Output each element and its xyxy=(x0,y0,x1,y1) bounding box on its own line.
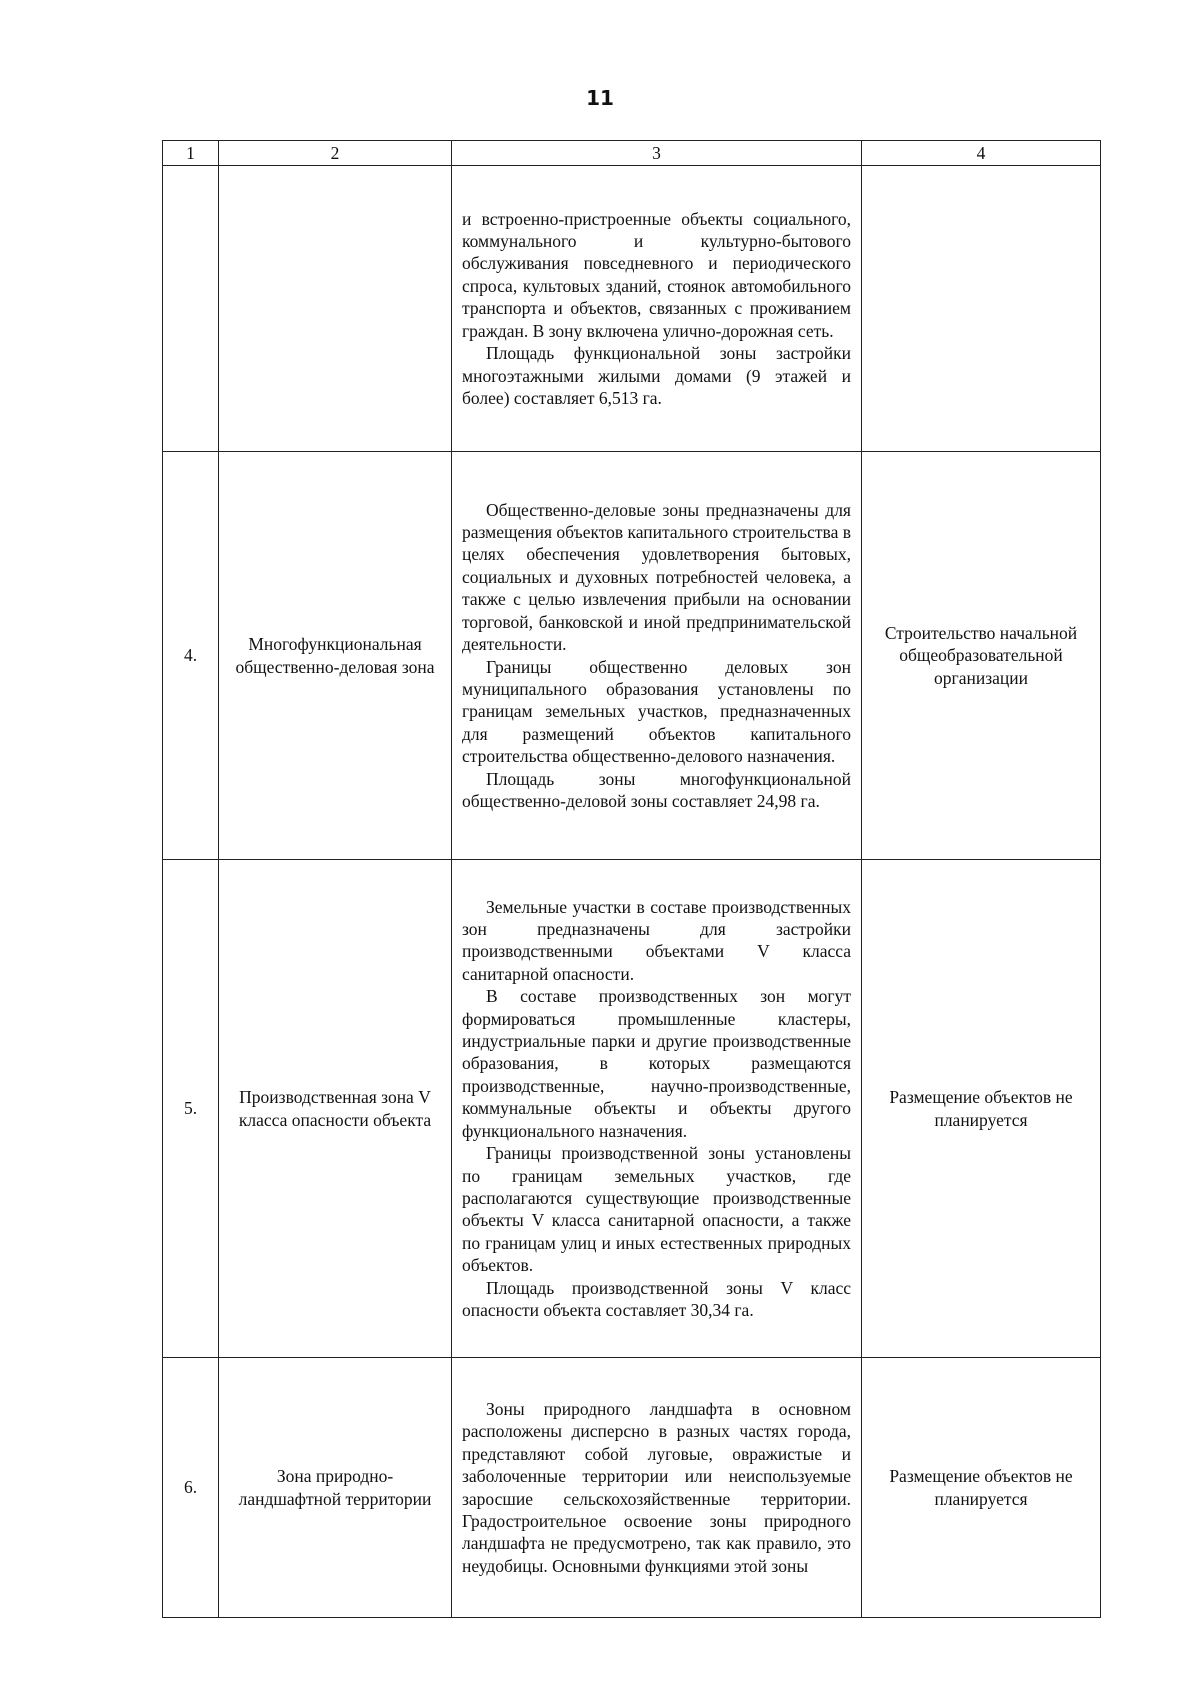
table-row xyxy=(163,1358,1101,1618)
description-paragraph: Границы производственной зоны установлены по границам земельных участков, где располагаются существующие производственные объекты V класса санитарной опасности, а также по границам улиц и иных естественных природных объектов. xyxy=(462,1143,851,1276)
zone-description xyxy=(452,452,862,860)
planned-measures xyxy=(862,166,1101,452)
column-header: 3 xyxy=(452,141,862,166)
table-header-row xyxy=(163,141,1101,166)
description-paragraph: и встроенно-пристроенные объекты социального, коммунального и культурно-бытового обслуживания повседневного и периодического спроса, культовых зданий, стоянок автомобильного транспорта и объектов, связанных с проживанием граждан. В зону включена улично-дорожная сеть. xyxy=(462,208,851,341)
description-paragraph: Границы общественно деловых зон муниципального образования установлены по границам земельных участков, предназначенных для размещений объектов капитального строительства общественно-делового назначения. xyxy=(462,656,851,767)
description-paragraph: Зоны природного ландшафта в основном расположены дисперсно в разных частях города, представляют собой луговые, овражистые и заболоченные территории или неиспользуемые заросшие сельскохозяйственные территории. Градостроительное освоение зоны природного ландшафта не предусмотрено, так как правило, это неудобицы. Основными функциями этой зоны xyxy=(462,1398,851,1576)
description-paragraph: Земельные участки в составе производственных зон предназначены для застройки производственными объектами V класса санитарной опасности. xyxy=(462,896,851,984)
description-paragraph: В составе производственных зон могут формироваться промышленные кластеры, индустриальные парки и другие производственные образования, в которых размещаются производственные, научно-производственные, коммунальные объекты и объекты другого функционального назначения. xyxy=(462,986,851,1141)
row-number: 6. xyxy=(163,1358,219,1618)
zone-name: Зона природно-ландшафтной территории xyxy=(219,1358,452,1618)
zone-description xyxy=(452,166,862,452)
column-header: 4 xyxy=(862,141,1101,166)
column-header: 2 xyxy=(219,141,452,166)
zone-description xyxy=(452,1358,862,1618)
description-paragraph: Площадь производственной зоны V класс опасности объекта составляет 30,34 га. xyxy=(462,1277,851,1320)
table-row xyxy=(163,166,1101,452)
zone-description xyxy=(452,860,862,1358)
table-row xyxy=(163,452,1101,860)
zones-table xyxy=(162,140,1101,1618)
planned-measures: Размещение объектов не планируется xyxy=(862,860,1101,1358)
row-number xyxy=(163,166,219,452)
row-number: 4. xyxy=(163,452,219,860)
zone-name xyxy=(219,166,452,452)
zone-name: Многофункциональная общественно-деловая зона xyxy=(219,452,452,860)
column-header: 1 xyxy=(163,141,219,166)
description-paragraph: Площадь функциональной зоны застройки многоэтажными жилыми домами (9 этажей и более) составляет 6,513 га. xyxy=(462,343,851,408)
zone-name: Производственная зона V класса опасности объекта xyxy=(219,860,452,1358)
page-number: 11 xyxy=(586,86,614,110)
description-paragraph: Площадь зоны многофункциональной общественно-деловой зоны составляет 24,98 га. xyxy=(462,768,851,811)
table-row xyxy=(163,860,1101,1358)
planned-measures: Строительство начальной общеобразовательной организации xyxy=(862,452,1101,860)
planned-measures: Размещение объектов не планируется xyxy=(862,1358,1101,1618)
row-number: 5. xyxy=(163,860,219,1358)
description-paragraph: Общественно-деловые зоны предназначены для размещения объектов капитального строительства в целях обеспечения удовлетворения бытовых, социальных и духовных потребностей человека, а также с целью извлечения прибыли на основании торговой, банковской и иной предпринимательской деятельности. xyxy=(462,499,851,655)
